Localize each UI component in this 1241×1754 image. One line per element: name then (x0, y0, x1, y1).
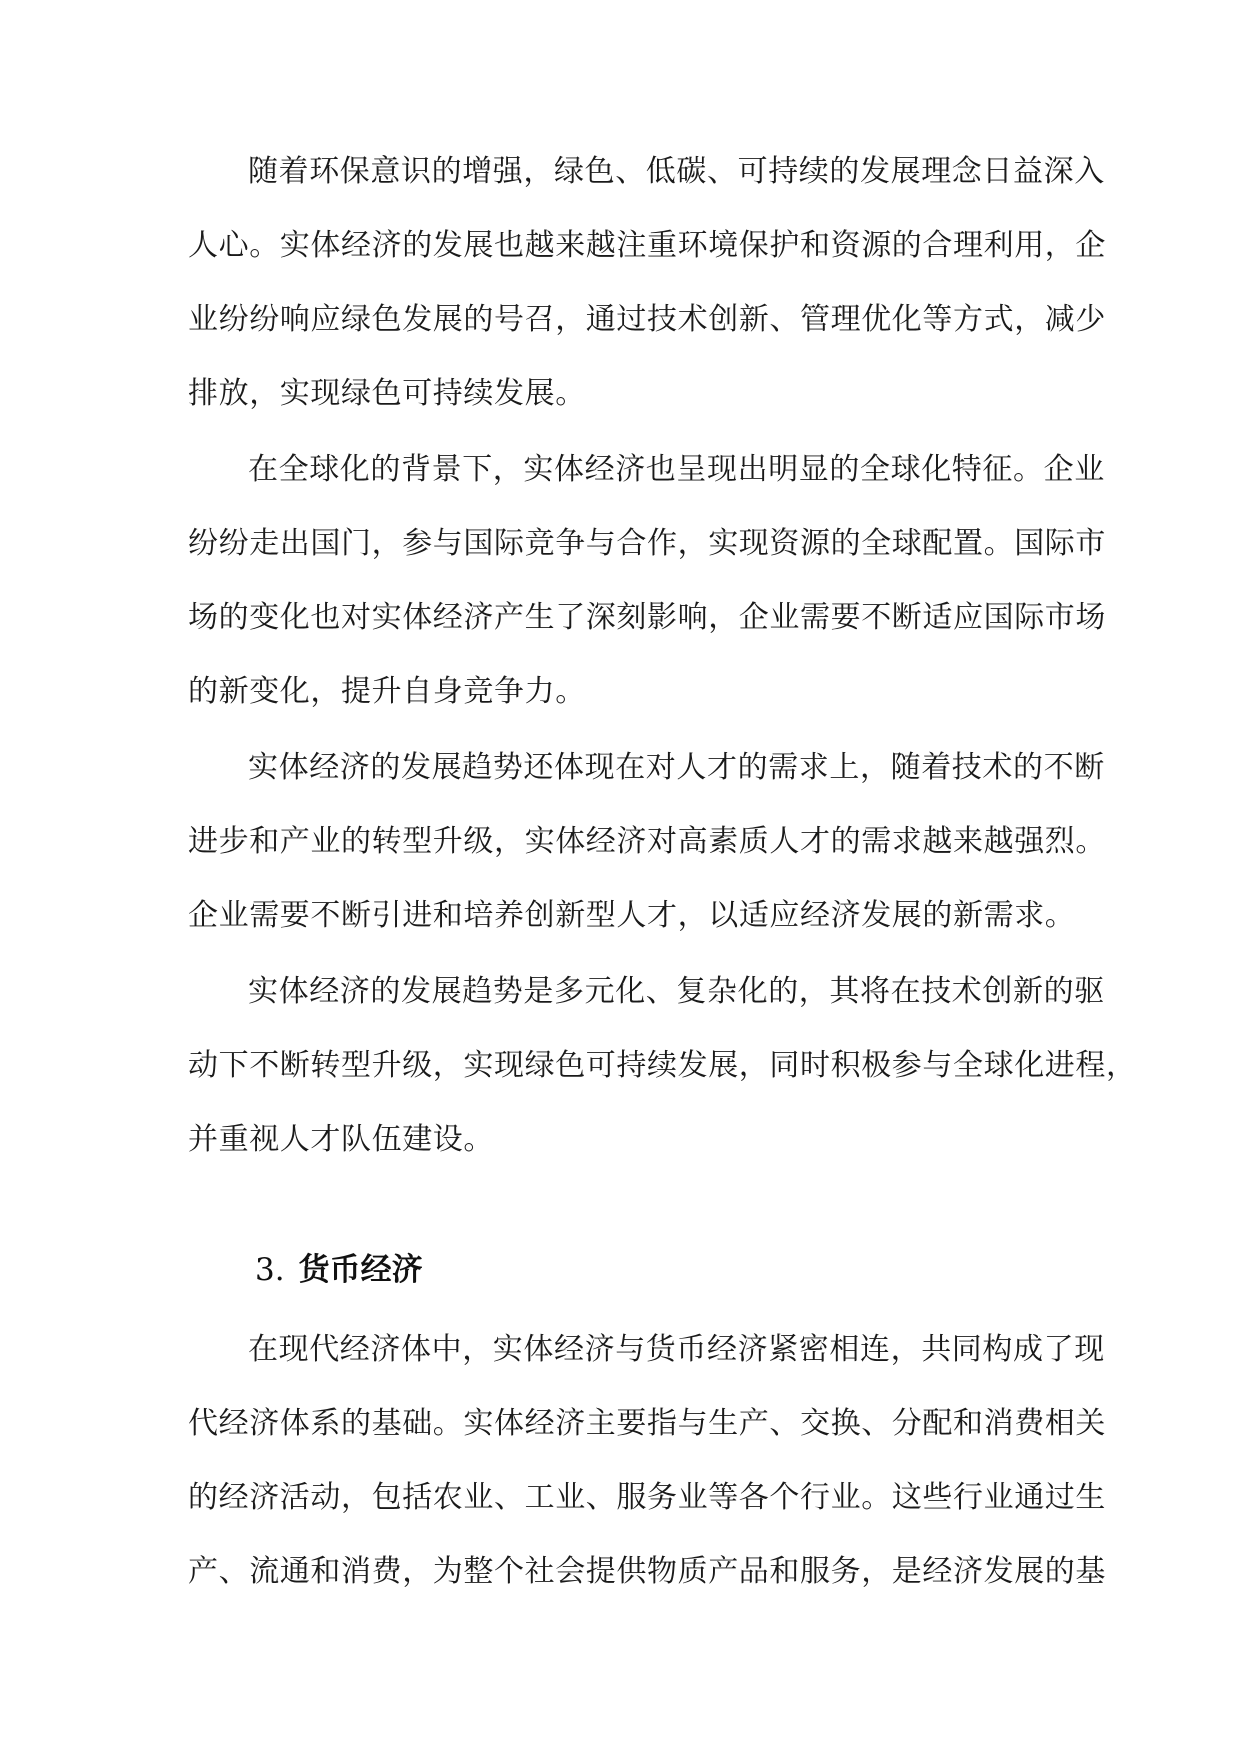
paragraph-4-line-3: 并重视人才队伍建设。 (188, 1122, 494, 1157)
paragraph-1-line-4: 排放，实现绿色可持续发展。 (188, 376, 586, 411)
paragraph-3-line-2: 进步和产业的转型升级，实体经济对高素质人才的需求越来越强烈。 (188, 824, 1106, 859)
paragraph-3-line-3: 企业需要不断引进和培养创新型人才，以适应经济发展的新需求。 (188, 898, 1076, 933)
paragraph-1-line-1: 随着环保意识的增强，绿色、低碳、可持续的发展理念日益深入 (248, 154, 1105, 189)
section-number: 3. (255, 1252, 285, 1288)
section-paragraph-1-line-3: 的经济活动，包括农业、工业、服务业等各个行业。这些行业通过生 (188, 1480, 1106, 1515)
paragraph-4-line-2: 动下不断转型升级，实现绿色可持续发展，同时积极参与全球化进程， (188, 1048, 1137, 1083)
paragraph-2-line-4: 的新变化，提升自身竞争力。 (188, 674, 586, 709)
paragraph-1-line-2: 人心。实体经济的发展也越来越注重环境保护和资源的合理利用，企 (188, 228, 1106, 263)
section-heading (255, 1250, 423, 1290)
paragraph-2-line-2: 纷纷走出国门，参与国际竞争与合作，实现资源的全球配置。国际市 (188, 526, 1106, 561)
paragraph-3-line-1: 实体经济的发展趋势还体现在对人才的需求上，随着技术的不断 (248, 750, 1105, 785)
section-title: 货币经济 (298, 1252, 423, 1288)
paragraph-2-line-1: 在全球化的背景下，实体经济也呈现出明显的全球化特征。企业 (248, 452, 1105, 487)
section-paragraph-1-line-1: 在现代经济体中，实体经济与货币经济紧密相连，共同构成了现 (248, 1332, 1105, 1367)
paragraph-2-line-3: 场的变化也对实体经济产生了深刻影响，企业需要不断适应国际市场 (188, 600, 1106, 635)
paragraph-4-line-1: 实体经济的发展趋势是多元化、复杂化的，其将在技术创新的驱 (248, 974, 1105, 1009)
section-paragraph-1-line-4: 产、流通和消费，为整个社会提供物质产品和服务，是经济发展的基 (188, 1554, 1106, 1589)
section-paragraph-1-line-2: 代经济体系的基础。实体经济主要指与生产、交换、分配和消费相关 (188, 1406, 1106, 1441)
paragraph-1-line-3: 业纷纷响应绿色发展的号召，通过技术创新、管理优化等方式，减少 (188, 302, 1106, 337)
